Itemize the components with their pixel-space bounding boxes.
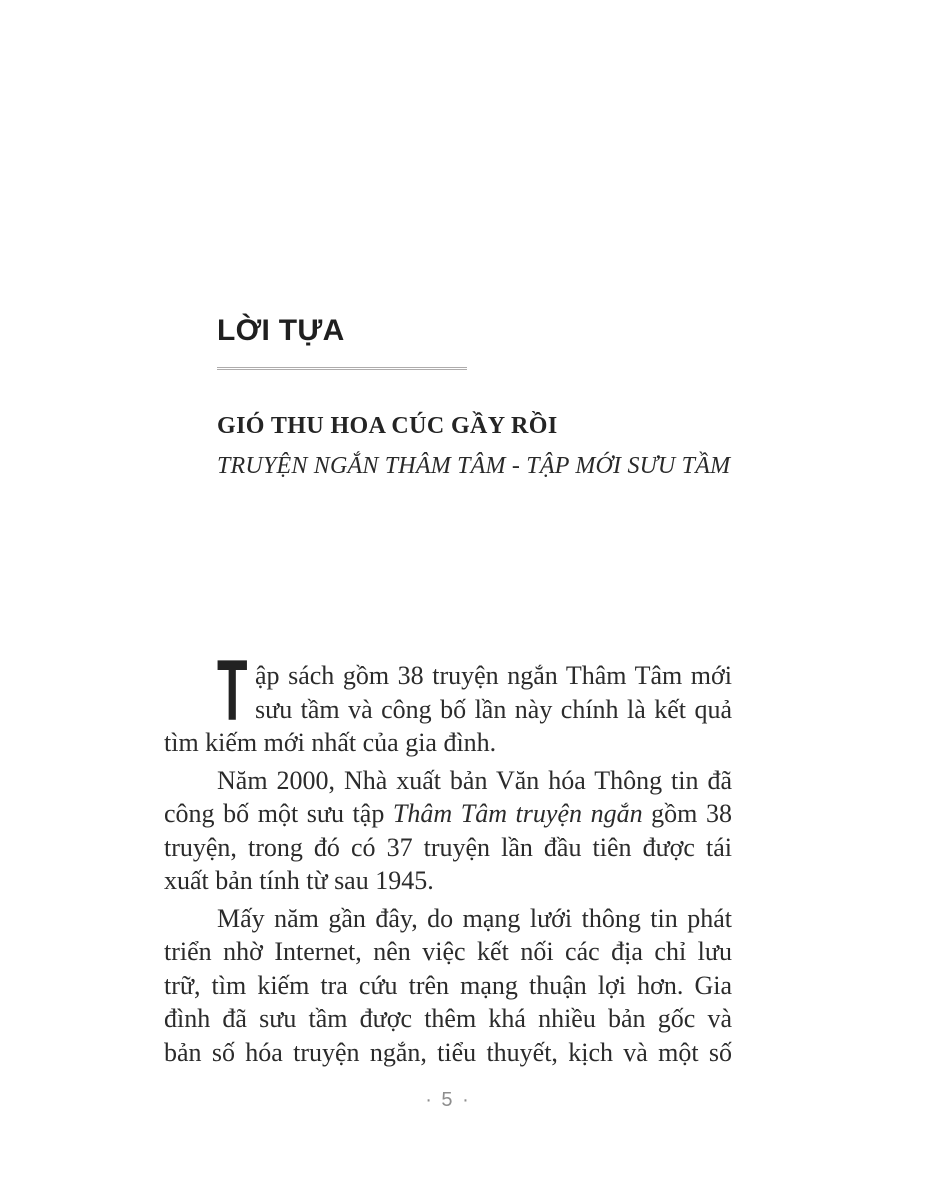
section-heading: GIÓ THU HOA CÚC GẦY RỒI [217, 413, 558, 439]
text-segment: trữ, tìm kiếm tra cứu trên mạng thuận lợi hơn. Gia [164, 970, 732, 1000]
text-segment: công bố một sưu tập [164, 799, 393, 828]
text-line [164, 659, 732, 693]
section-subheading: TRUYỆN NGẮN THÂM TÂM - TẬP MỚI SƯU TẦM [217, 453, 731, 479]
text-line [164, 726, 732, 760]
drop-cap: T [217, 643, 248, 739]
title-divider [217, 367, 467, 370]
text-line [164, 864, 732, 898]
text-line [164, 1036, 732, 1070]
text-segment: đình đã sưu tầm được thêm khá nhiều bản gốc và [164, 1004, 732, 1033]
text-segment: triển nhờ Internet, nên việc kết nối các địa chỉ lưu [164, 937, 732, 966]
text-segment: xuất bản tính từ sau 1945. [164, 866, 434, 895]
text-line [164, 969, 732, 1003]
page-title: LỜI TỰA [217, 314, 345, 347]
text-line [164, 797, 732, 831]
text-line [164, 1002, 732, 1036]
text-segment: ập sách gồm 38 truyện ngắn Thâm Tâm mới [255, 661, 732, 690]
text-segment: sưu tầm và công bố lần này chính là kết quả [255, 694, 732, 724]
paragraph [164, 902, 732, 1070]
text-line [164, 831, 732, 865]
text-segment: tìm kiếm mới nhất của gia đình. [164, 728, 497, 757]
text-line [164, 764, 732, 798]
text-line [164, 902, 732, 936]
text-line [164, 935, 732, 969]
text-segment: gồm 38 [642, 799, 732, 828]
italic-text-segment: Thâm Tâm truyện ngắn [392, 799, 643, 828]
body-text [164, 643, 732, 1069]
text-line [164, 693, 732, 727]
paragraph [164, 764, 732, 898]
text-segment: truyện, trong đó có 37 truyện lần đầu tiên được tái [164, 832, 732, 862]
text-segment: Mấy năm gần đây, do mạng lưới thông tin phát [217, 903, 732, 933]
text-segment: bản số hóa truyện ngắn, tiểu thuyết, kịch và một số [164, 1037, 732, 1067]
page-number: · 5 · [425, 1089, 471, 1111]
text-segment: Năm 2000, Nhà xuất bản Văn hóa Thông tin đã [217, 765, 732, 795]
paragraph [164, 659, 732, 760]
